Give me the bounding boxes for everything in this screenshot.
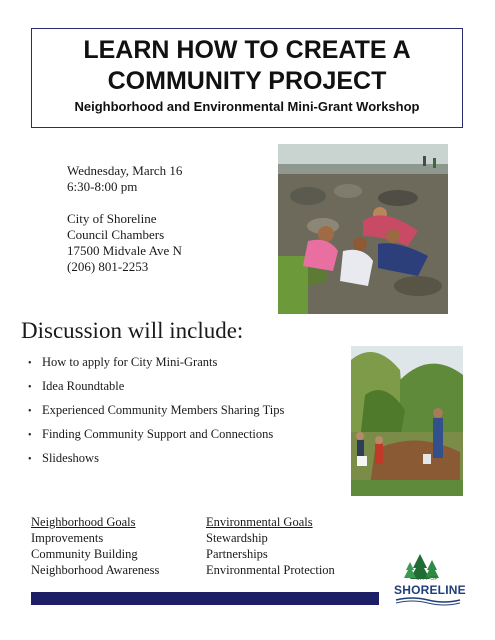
goal-item: Improvements (31, 531, 104, 545)
list-item-text: Slideshows (42, 451, 99, 465)
list-item: • Idea Roundtable (28, 379, 125, 393)
goal-item: Environmental Protection (206, 563, 335, 577)
city-of-shoreline-logo (392, 552, 464, 606)
list-item-text: Experienced Community Members Sharing Tips (42, 403, 285, 417)
list-item: • Slideshows (28, 451, 99, 465)
event-date: Wednesday, March 16 (67, 163, 183, 178)
children-exploring-beach-photo (268, 136, 454, 322)
footer-bar (31, 592, 379, 605)
page-title (32, 35, 462, 97)
page-subtitle: Neighborhood and Environmental Mini-Grant Workshop (74, 99, 420, 114)
event-room: Council Chambers (67, 227, 165, 242)
goal-item: Stewardship (206, 531, 268, 545)
goal-item: Partnerships (206, 547, 268, 561)
event-time: 6:30-8:00 pm (67, 179, 138, 194)
volunteers-gardening-photo (345, 340, 469, 502)
title-line-2: COMMUNITY PROJECT (107, 67, 387, 95)
list-item: • How to apply for City Mini-Grants (28, 355, 218, 369)
header-box (31, 28, 463, 128)
logo-small-text: CITY OF (416, 576, 438, 582)
neighborhood-goals-heading: Neighborhood Goals (31, 515, 136, 529)
list-item-text: Idea Roundtable (42, 379, 125, 393)
discussion-heading: Discussion will include: (21, 318, 244, 343)
goal-item: Neighborhood Awareness (31, 563, 160, 577)
event-venue: City of Shoreline (67, 211, 157, 226)
discussion-list (28, 354, 284, 474)
list-item-text: How to apply for City Mini-Grants (42, 355, 218, 369)
logo-name-text: SHORELINE (394, 583, 466, 597)
list-item: • Experienced Community Members Sharing Tips (28, 403, 285, 417)
title-line-1: LEARN HOW TO CREATE A (83, 36, 411, 64)
event-phone: (206) 801-2253 (67, 259, 149, 274)
environmental-goals (206, 514, 335, 578)
list-item: • Finding Community Support and Connections (28, 427, 274, 441)
list-item-text: Finding Community Support and Connections (42, 427, 274, 441)
event-address: 17500 Midvale Ave N (67, 243, 182, 258)
environmental-goals-heading: Environmental Goals (206, 515, 313, 529)
event-info (67, 163, 182, 275)
neighborhood-goals (31, 514, 159, 578)
goal-item: Community Building (31, 547, 138, 561)
